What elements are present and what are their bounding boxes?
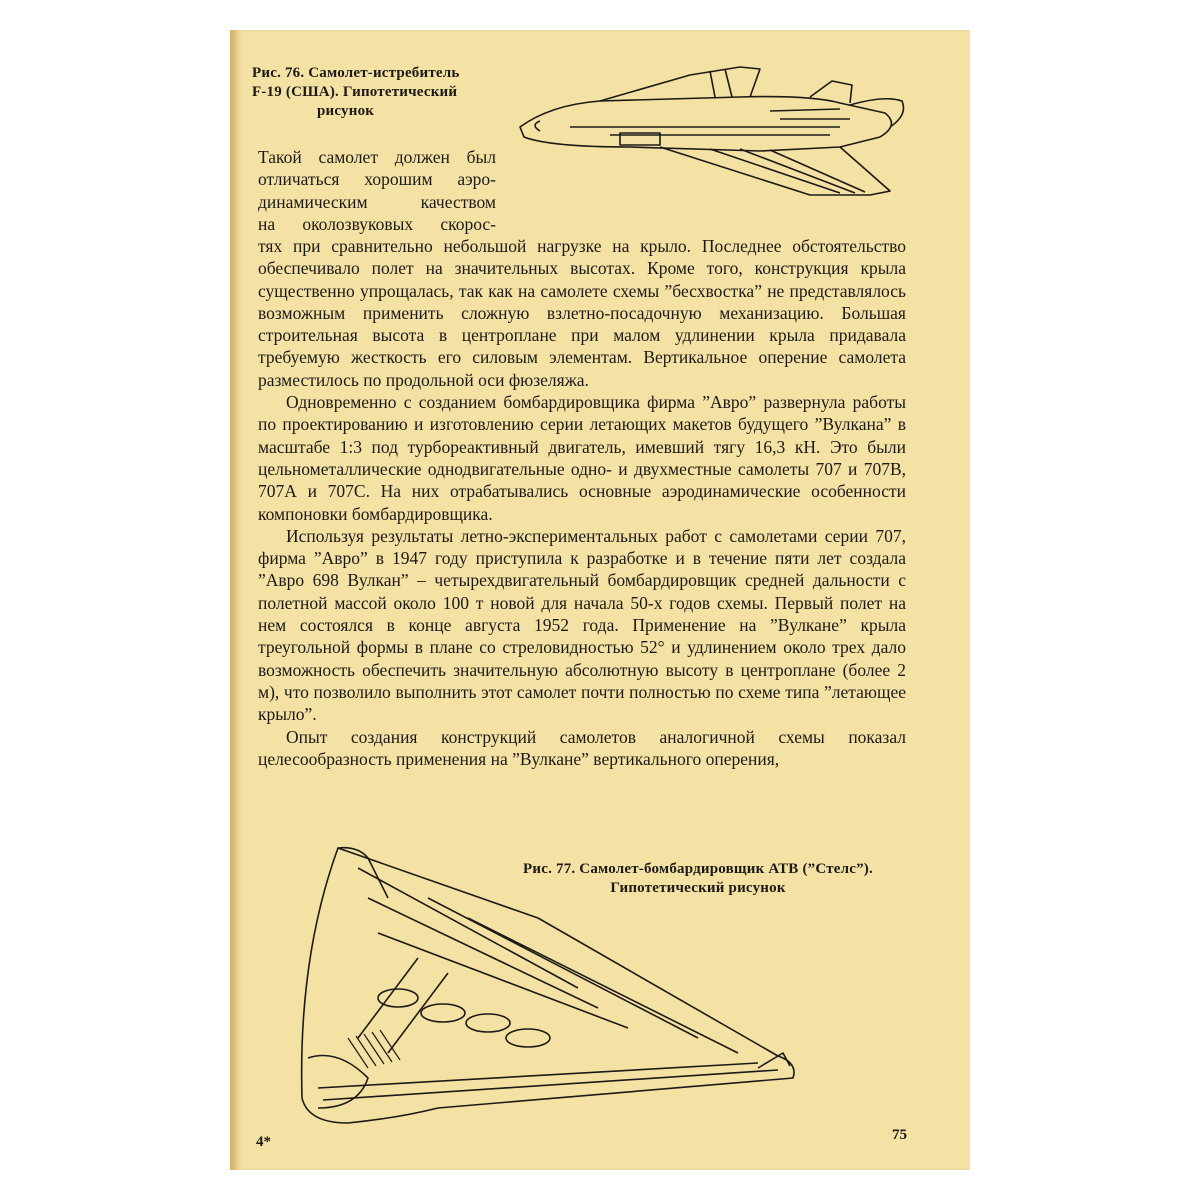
intro-line-4: на околозвуковых скорос- [258, 213, 496, 234]
page-spine-shadow [230, 30, 242, 1170]
figure-77-caption-line-1: Рис. 77. Самолет-бомбардировщик АТВ (”Стелс”). [523, 861, 873, 877]
page-number: 75 [892, 1127, 907, 1143]
figure-77-caption-line-2: Гипотетический рисунок [610, 880, 786, 896]
paragraph-4: Опыт создания конструкций самолетов аналогичной схемы показал целесообразность применения на ”Вулкане” вертикального оперения, [258, 726, 906, 769]
intro-line-1: Такой самолет должен был [258, 147, 496, 167]
figure-76-caption-line-1: Рис. 76. Самолет-истребитель [252, 65, 460, 81]
paragraph-1: тях при сравнительно небольшой нагрузке на крыло. Последнее обстоятельство обеспечивало полет на значительных высотах. Кроме того, конструкция крыла существенно упрощалась, так как на самолете схемы ”бесхвостка” не представлялось возможным применить сложную взлетно-посадочную механизацию. Большая строительная высота в центроплане при малом удлинении крыла придавала требуемую жесткость его силовым элементам. Вертикальное оперение самолета разместилось по продольной оси фюзеляжа. [258, 236, 906, 390]
figure-76-caption-line-3: рисунок [317, 103, 375, 119]
intro-paragraph [258, 146, 496, 235]
figure-76-caption-line-2: F-19 (США). Гипотетический [252, 84, 458, 100]
intro-line-2: отличаться хорошим аэро- [258, 169, 496, 190]
paragraph-3: Используя результаты летно-экспериментальных работ с самолетами серии 707, фирма ”Авро” в 1947 году приступила к разработке и в течение пяти лет создала ”Авро 698 Вулкан” – четырехдвигательный бомбардировщик средней дальности с полетной массой около 100 т новой для начала 50-х годов схемы. Первый полет на нем состоялся в конце августа 1952 года. Применение на ”Вулкане” крыла треугольной формы в плане со стреловидностью 52° и удлинением около трех дало возможность обеспечить значительную абсолютную высоту в центроплане (более 2 м), что позволило выполнить этот самолет почти полностью по схеме типа ”летающее крыло”. [258, 525, 906, 725]
signature-mark: 4* [256, 1134, 271, 1150]
figure-76-caption [252, 64, 502, 121]
paragraph-2: Одновременно с созданием бомбардировщика фирма ”Авро” развернула работы по проектированию и изготовлению серии летающих макетов будущего ”Вулкана” в масштабе 1:3 под турбореактивный двигатель, имевший тягу 16,3 кН. Это были цельнометаллические однодвигательные одно- и двухместные самолеты 707 и 707В, 707А и 707С. На них отрабатывались основные аэродинамические особенности компоновки бомбардировщика. [258, 392, 906, 524]
figure-76-fighter-drawing [510, 55, 910, 205]
figure-77-bomber-drawing [278, 838, 798, 1128]
intro-line-3: динамическим качеством [258, 191, 496, 212]
body-text [258, 235, 906, 770]
